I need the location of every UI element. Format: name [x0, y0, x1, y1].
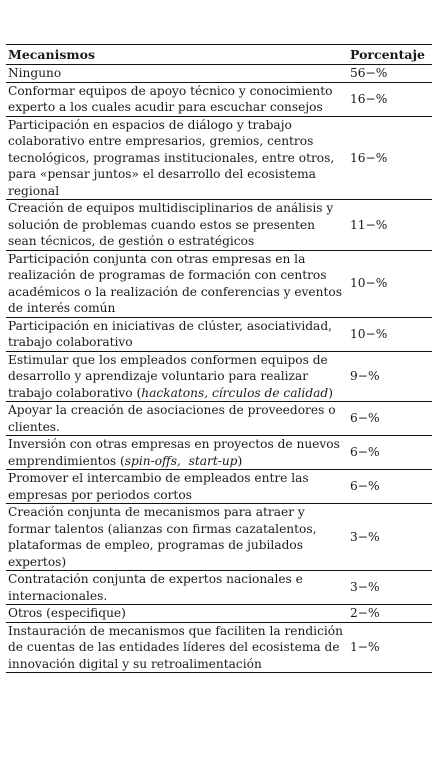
mechanism-emphasis: círculos de calidad	[211, 385, 329, 400]
percentage-cell: 6−%	[348, 436, 432, 470]
mechanism-emphasis: hackatons,	[141, 385, 209, 400]
mechanism-cell: Otros (especifique)	[6, 605, 348, 623]
percentage-cell: 3−%	[348, 571, 432, 605]
table-row	[6, 402, 432, 436]
percentage-cell: 6−%	[348, 470, 432, 504]
percentage-cell: 11−%	[348, 200, 432, 251]
percentage-cell: 3−%	[348, 504, 432, 571]
mechanism-cell	[6, 436, 348, 470]
percentage-cell: 10−%	[348, 317, 432, 351]
percentage-cell: 9−%	[348, 351, 432, 402]
percentage-cell: 56−%	[348, 65, 432, 83]
mechanism-cell: Ninguno	[6, 65, 348, 83]
table-row	[6, 504, 432, 571]
mechanism-cell: Contratación conjunta de expertos nacionales e internacionales.	[6, 571, 348, 605]
mechanism-cell: Participación en iniciativas de clúster, asociatividad, trabajo colaborativo	[6, 317, 348, 351]
percentage-cell: 16−%	[348, 82, 432, 116]
mechanism-cell: Apoyar la creación de asociaciones de proveedores o clientes.	[6, 402, 348, 436]
header-mechanisms: Mecanismos	[6, 45, 348, 65]
mechanisms-table	[6, 44, 432, 673]
mechanism-cell: Creación de equipos multidisciplinarios de análisis y solución de problemas cuando estos se presenten sean técnicos, de gestión o estratégicos	[6, 200, 348, 251]
table-row	[6, 351, 432, 402]
mechanism-cell: Promover el intercambio de empleados entre las empresas por periodos cortos	[6, 470, 348, 504]
percentage-cell: 1−%	[348, 622, 432, 673]
percentage-cell: 6−%	[348, 402, 432, 436]
header-row	[6, 45, 432, 65]
header-percentage: Porcentaje	[348, 45, 432, 65]
table-row	[6, 622, 432, 673]
mechanism-cell	[6, 351, 348, 402]
table-row	[6, 200, 432, 251]
mechanism-cell: Instauración de mecanismos que faciliten la rendición de cuentas de las entidades líderes del ecosistema de innovación digital y su retroalimentación	[6, 622, 348, 673]
mechanism-text: Estimular que los empleados conformen equipos de desarrollo y aprendizaje voluntario para realizar trabajo colaborativo (	[8, 352, 328, 400]
mechanism-emphasis: spin-offs,	[124, 453, 181, 468]
mechanism-cell: Participación conjunta con otras empresas en la realización de programas de formación con centros académicos o la realización de conferencias y eventos de interés común	[6, 250, 348, 317]
table-row	[6, 116, 432, 200]
table-row	[6, 571, 432, 605]
percentage-cell: 16−%	[348, 116, 432, 200]
table-row	[6, 65, 432, 83]
mechanism-text: )	[237, 453, 243, 468]
table-header	[6, 45, 432, 65]
table-body	[6, 65, 432, 673]
mechanism-cell: Participación en espacios de diálogo y trabajo colaborativo entre empresarios, gremios, centros tecnológicos, programas institucionales, entre otros, para «pensar juntos» el desarrollo del ecosistema regional	[6, 116, 348, 200]
mechanism-text: )	[328, 385, 333, 400]
table-row	[6, 605, 432, 623]
mechanisms-table-container	[6, 44, 432, 673]
table-row	[6, 436, 432, 470]
table-row	[6, 317, 432, 351]
mechanism-cell: Creación conjunta de mecanismos para atraer y formar talentos (alianzas con firmas cazatalentos, plataformas de empleo, programas de jubilados expertos)	[6, 504, 348, 571]
percentage-cell: 10−%	[348, 250, 432, 317]
mechanism-cell: Conformar equipos de apoyo técnico y conocimiento experto a los cuales acudir para escuchar consejos	[6, 82, 348, 116]
table-row	[6, 250, 432, 317]
percentage-cell: 2−%	[348, 605, 432, 623]
mechanism-text: Inversión con otras empresas en proyectos de nuevos emprendimientos (	[8, 437, 340, 468]
mechanism-emphasis: start-up	[188, 453, 238, 468]
mechanism-text	[181, 454, 189, 468]
table-row	[6, 470, 432, 504]
table-row	[6, 82, 432, 116]
